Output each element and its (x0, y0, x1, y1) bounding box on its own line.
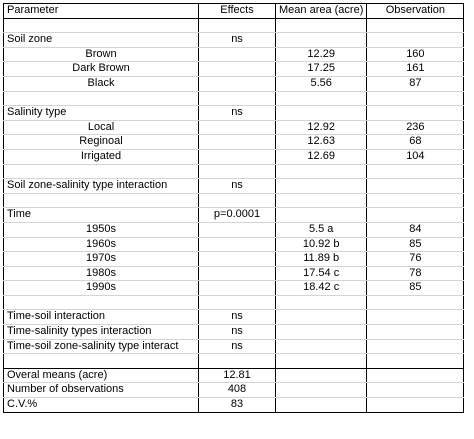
summary-value: 83 (199, 398, 276, 413)
table-row (4, 252, 464, 267)
time-interaction-row (4, 310, 464, 325)
summary-label: C.V.% (4, 398, 199, 413)
row-mean: 12.29 (276, 47, 367, 62)
table-row (4, 281, 464, 296)
time-row (4, 208, 464, 223)
time-effect: p=0.0001 (199, 208, 276, 223)
row-name: 1960s (4, 237, 199, 252)
table-row (4, 62, 464, 77)
results-table-sheet (3, 3, 464, 413)
blank-row (4, 354, 464, 369)
row-name: 1950s (4, 222, 199, 237)
row-name: 1970s (4, 252, 199, 267)
blank-row (4, 295, 464, 310)
table-row (4, 149, 464, 164)
row-obs: 87 (367, 76, 464, 91)
row-mean: 18.42 c (276, 281, 367, 296)
salinity-type-effect: ns (199, 106, 276, 121)
table-row (4, 222, 464, 237)
header-mean-area: Mean area (acre) (276, 4, 367, 19)
blank-row (4, 193, 464, 208)
summary-value: 12.81 (199, 368, 276, 383)
time-interaction-effect: ns (199, 310, 276, 325)
summary-row (4, 398, 464, 413)
table-row (4, 135, 464, 150)
row-obs: 85 (367, 237, 464, 252)
summary-value: 408 (199, 383, 276, 398)
header-observation: Observation (367, 4, 464, 19)
table-row (4, 266, 464, 281)
row-name: Dark Brown (4, 62, 199, 77)
summary-label: Overal means (acre) (4, 368, 199, 383)
soil-zone-effect: ns (199, 33, 276, 48)
row-obs: 76 (367, 252, 464, 267)
row-mean: 5.5 a (276, 222, 367, 237)
row-mean: 11.89 b (276, 252, 367, 267)
row-obs: 85 (367, 281, 464, 296)
row-mean: 10.92 b (276, 237, 367, 252)
blank-row (4, 18, 464, 33)
row-name: Local (4, 120, 199, 135)
header-parameter: Parameter (4, 4, 199, 19)
time-interaction-row (4, 339, 464, 354)
time-interaction-label: Time-soil interaction (4, 310, 199, 325)
table-row (4, 120, 464, 135)
row-mean: 17.54 c (276, 266, 367, 281)
row-mean: 12.69 (276, 149, 367, 164)
time-interaction-label: Time-soil zone-salinity type interact (4, 339, 199, 354)
row-obs: 104 (367, 149, 464, 164)
row-mean: 17.25 (276, 62, 367, 77)
results-table (3, 3, 464, 413)
summary-row (4, 368, 464, 383)
row-obs: 84 (367, 222, 464, 237)
row-name: Irrigated (4, 149, 199, 164)
time-interaction-row (4, 325, 464, 340)
row-obs: 236 (367, 120, 464, 135)
blank-row (4, 164, 464, 179)
row-mean: 12.92 (276, 120, 367, 135)
row-name: Black (4, 76, 199, 91)
row-obs: 160 (367, 47, 464, 62)
soil-zone-row (4, 33, 464, 48)
row-name: 1990s (4, 281, 199, 296)
salinity-type-row (4, 106, 464, 121)
time-interaction-effect: ns (199, 339, 276, 354)
row-obs: 68 (367, 135, 464, 150)
table-row (4, 237, 464, 252)
header-row (4, 4, 464, 19)
row-obs: 161 (367, 62, 464, 77)
row-mean: 5.56 (276, 76, 367, 91)
interaction-effect: ns (199, 179, 276, 194)
blank-row (4, 91, 464, 106)
row-name: Brown (4, 47, 199, 62)
summary-label: Number of observations (4, 383, 199, 398)
time-label: Time (4, 208, 199, 223)
row-obs: 78 (367, 266, 464, 281)
salinity-type-label: Salinity type (4, 106, 199, 121)
interaction-row (4, 179, 464, 194)
row-name: 1980s (4, 266, 199, 281)
row-mean: 12.63 (276, 135, 367, 150)
summary-row (4, 383, 464, 398)
table-row (4, 47, 464, 62)
time-interaction-effect: ns (199, 325, 276, 340)
time-interaction-label: Time-salinity types interaction (4, 325, 199, 340)
soil-zone-label: Soil zone (4, 33, 199, 48)
interaction-label: Soil zone-salinity type interaction (4, 179, 199, 194)
table-row (4, 76, 464, 91)
header-effects: Effects (199, 4, 276, 19)
row-name: Reginoal (4, 135, 199, 150)
